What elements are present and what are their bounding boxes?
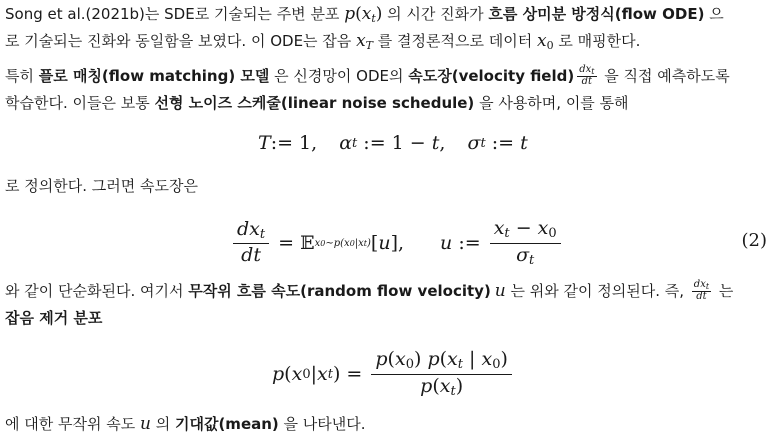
math-assign: := bbox=[452, 232, 487, 255]
math-sub-0: 0 bbox=[546, 39, 554, 52]
math-t: t bbox=[431, 132, 440, 154]
paragraph-flow-ode bbox=[5, 1, 770, 55]
math-T: T bbox=[258, 132, 271, 154]
text-span: 을 사용하며, 이를 통해 bbox=[474, 94, 629, 112]
math-paren: ) bbox=[375, 4, 383, 24]
fraction-u: $\frac{x_t - x_0}{\sigma_t}$ bbox=[490, 217, 561, 269]
paragraph-line bbox=[5, 411, 770, 438]
text-span: 의 bbox=[150, 415, 175, 433]
math-alpha: α bbox=[339, 132, 353, 154]
math-x: x bbox=[536, 31, 547, 51]
text-span: 에 대한 무작위 속도 bbox=[5, 415, 140, 433]
paragraph-line bbox=[5, 63, 770, 90]
math-bracket: [ bbox=[370, 232, 379, 255]
paragraph-flow-matching bbox=[5, 63, 770, 117]
math-sub-t: t bbox=[352, 135, 358, 151]
paragraph-line bbox=[5, 28, 770, 55]
math-x: x bbox=[361, 4, 372, 24]
text-span: Song et al.(2021b)는 SDE로 기술되는 주변 분포 bbox=[5, 5, 345, 23]
text-span: 으 bbox=[704, 5, 724, 23]
text-span: 로 기술되는 진화와 동일함을 보였다. 이 ODE는 잡음 bbox=[5, 32, 357, 50]
inline-fraction-dxdt: $\frac{dx_t}{dt}$ bbox=[579, 64, 595, 88]
math-t: t bbox=[520, 132, 528, 154]
bold-term-denoising-distribution: 잡음 제거 분포 bbox=[5, 309, 103, 327]
bold-term-random-velocity: 무작위 흐름 속도(random flow velocity) bbox=[188, 282, 491, 300]
math-alpha-rhs: := 1 − bbox=[357, 132, 432, 154]
bold-term-flow-matching: 플로 매칭(flow matching) 모델 bbox=[38, 67, 270, 85]
paragraph-line bbox=[5, 278, 770, 305]
math-sub-t: t bbox=[371, 12, 376, 25]
text-span: 은 신경망이 ODE의 bbox=[269, 67, 409, 85]
inline-fraction-dxdt: $\frac{dx_t}{dt}$ bbox=[693, 279, 710, 303]
text-span: 로 매핑한다. bbox=[553, 32, 641, 50]
math-sigma: σ bbox=[467, 132, 481, 154]
text-span: 의 시간 진화가 bbox=[382, 5, 489, 23]
math-paren: ( bbox=[355, 4, 362, 24]
paragraph-line: 로 정의한다. 그러면 속도장은 bbox=[5, 177, 198, 195]
bold-term-linear-schedule: 선형 노이즈 스케줄(linear noise schedule) bbox=[154, 94, 475, 112]
math-sub-t: t bbox=[480, 135, 486, 151]
math-sub-expectation: x0∼p(x0|xt) bbox=[314, 237, 371, 249]
paragraph-line bbox=[5, 90, 770, 117]
math-comma: , bbox=[439, 132, 446, 154]
text-span: 와 같이 단순화된다. 여기서 bbox=[5, 282, 189, 300]
bold-term-mean: 기대값(mean) bbox=[174, 415, 279, 433]
equation-velocity bbox=[230, 217, 564, 269]
text-span: 학습한다. 이들은 보통 bbox=[5, 94, 155, 112]
math-assign: := 1, bbox=[270, 132, 318, 154]
math-expectation: 𝔼 bbox=[300, 232, 315, 255]
math-sigma-rhs: := bbox=[485, 132, 521, 154]
math-bracket: ], bbox=[390, 232, 405, 255]
math-sub-T: T bbox=[365, 39, 373, 52]
math-p: p bbox=[272, 363, 285, 386]
text-span: 을 나타낸다. bbox=[278, 415, 366, 433]
equation-bayes: p ( x 0 | x t ) = $\frac{p(x_0) p(x_t | x_0)}{p(x_t)}$ bbox=[272, 348, 515, 400]
paragraph-line bbox=[5, 1, 770, 28]
fraction-bayes: $\frac{p(x_0) p(x_t | x_0)}{p(x_t)}$ bbox=[371, 348, 512, 400]
math-u: u bbox=[140, 414, 151, 434]
math-x: x bbox=[356, 31, 366, 51]
equation-schedule bbox=[258, 132, 528, 154]
paragraph-define bbox=[5, 173, 770, 200]
math-equals: = bbox=[272, 232, 301, 255]
bold-term-flow-ode: 흐름 상미분 방정식(flow ODE) bbox=[488, 5, 705, 23]
text-span: 를 결정론적으로 데이터 bbox=[373, 32, 537, 50]
equation-number: (2) bbox=[741, 230, 767, 251]
text-span: 는 위와 같이 정의된다. 즉, bbox=[505, 282, 689, 300]
math-marginal-density: p bbox=[344, 4, 356, 24]
math-u: u bbox=[378, 232, 391, 255]
math-u: u bbox=[494, 281, 506, 301]
text-span: 특히 bbox=[5, 67, 39, 85]
paragraph-mean bbox=[5, 411, 770, 438]
text-span: 을 직접 예측하도록 bbox=[599, 67, 730, 85]
math-equals: = bbox=[340, 363, 369, 386]
math-u: u bbox=[440, 232, 453, 255]
paragraph-line bbox=[5, 305, 770, 332]
fraction-dxdt: $\frac{dx_t}{dt}$ bbox=[233, 218, 269, 269]
text-span: 는 bbox=[714, 282, 734, 300]
paragraph-random-velocity bbox=[5, 278, 770, 332]
bold-term-velocity-field: 속도장(velocity field) bbox=[408, 67, 575, 85]
